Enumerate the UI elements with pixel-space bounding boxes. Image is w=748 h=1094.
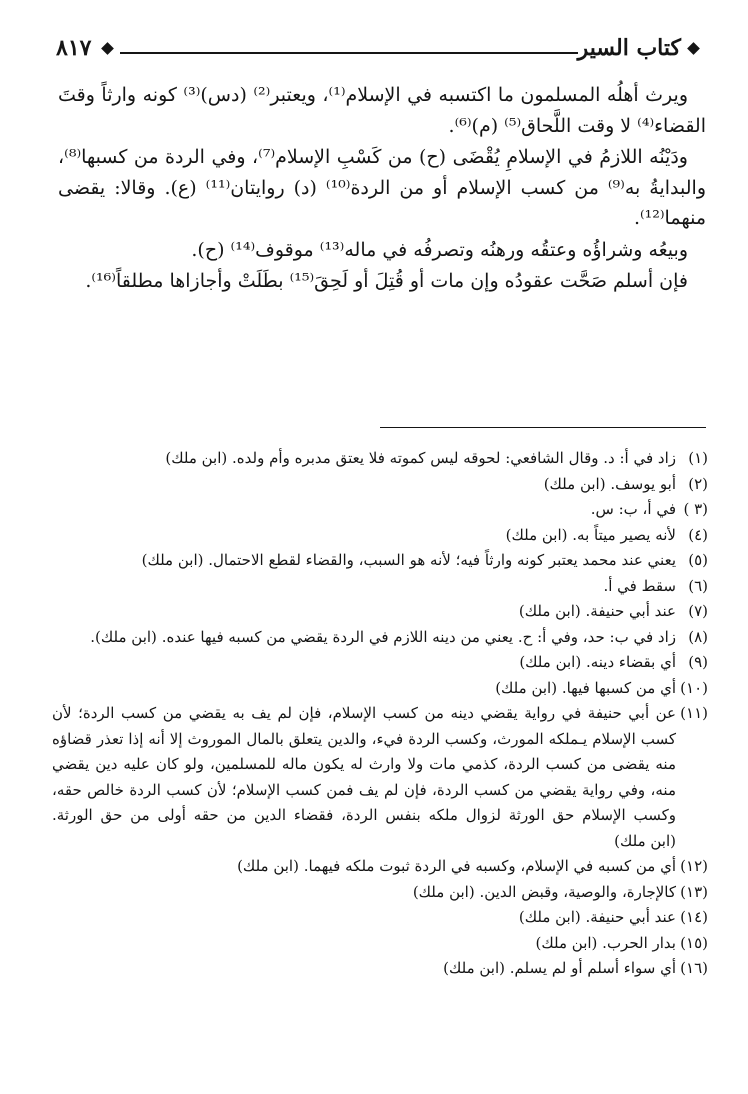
page-header <box>56 28 706 68</box>
footnote-citation: (ابن ملك) <box>614 831 676 850</box>
paragraph: ويرث أهلُه المسلمون ما اكتسبه في الإسلام⁽¹⁾، ويعتبر⁽²⁾ (دس)⁽³⁾ كونه وارثاً وقتَ القضاء⁽⁴⁾ لا وقت اللَّحاق⁽⁵⁾ (م)⁽⁶⁾. <box>58 84 706 137</box>
footnote-text: عند أبي حنيفة. (ابن ملك) <box>518 602 676 620</box>
footnote-number: (١) <box>688 449 708 467</box>
footnote <box>52 599 708 625</box>
footnote-text: بدار الحرب. (ابن ملك) <box>535 933 676 952</box>
footnote-number: (٣ ) <box>683 500 708 518</box>
footnote-number: (٨) <box>688 627 708 646</box>
footnote-citation: (ابن ملك) <box>165 449 228 467</box>
footnote-citation: (ابن ملك). <box>90 627 157 646</box>
footnote-citation: (ابن ملك) <box>443 959 505 977</box>
footnote-citation: (ابن ملك) <box>519 653 582 671</box>
footnote-citation: (ابن ملك) <box>495 678 558 697</box>
footnotes <box>52 446 708 982</box>
paragraph: وبيعُه وشراؤُه وعتقُه ورهنُه وتصرفُه في ماله⁽¹³⁾ موقوف⁽¹⁴⁾ (ح). <box>191 238 688 261</box>
footnote-number: (١٠) <box>680 678 708 697</box>
footnote <box>52 701 708 854</box>
footnote <box>52 625 708 651</box>
header-rule <box>120 52 577 54</box>
footnote-number: (٩) <box>688 653 708 671</box>
footnote-text: أي بقضاء دينه. (ابن ملك) <box>519 653 676 671</box>
footnote-number: (١٢) <box>680 857 708 875</box>
footnote-text: أبو يوسف. (ابن ملك) <box>543 474 676 493</box>
footnote <box>52 931 708 957</box>
footnote <box>52 676 708 702</box>
footnote-number: (١١) <box>680 704 708 722</box>
footnote <box>52 905 708 931</box>
footnote <box>52 854 708 880</box>
footnote-text: أي من كسبها فيها. (ابن ملك) <box>495 678 676 697</box>
footnote-citation: (ابن ملك) <box>535 933 598 952</box>
footnote-number: (١٦) <box>680 959 708 977</box>
footnote-citation: (ابن ملك) <box>505 525 568 544</box>
footnote-number: (١٥) <box>680 933 708 952</box>
footnote <box>52 956 708 982</box>
footnote <box>52 880 708 906</box>
footnote-text: في أ، ب: س. <box>590 500 676 518</box>
footnote-number: (٤) <box>688 525 708 544</box>
footnote-text: عند أبي حنيفة. (ابن ملك) <box>518 908 676 926</box>
footnote-text: لأنه يصير ميتاً به. (ابن ملك) <box>505 525 676 544</box>
footnote-number: (٧) <box>688 602 708 620</box>
footnote <box>52 574 708 600</box>
footnote <box>52 548 708 574</box>
footnote-text: أي سواء أسلم أو لم يسلم. (ابن ملك) <box>443 959 676 977</box>
chapter-title: كتاب السير <box>577 35 681 61</box>
footnote-citation: (ابن ملك) <box>237 857 299 875</box>
footnote-text: سقط في أ. <box>603 576 676 595</box>
footnote-text: كالإجارة، والوصية، وقبض الدين. (ابن ملك) <box>412 882 676 901</box>
main-text <box>58 80 706 297</box>
footnote-number: (١٣) <box>680 882 708 901</box>
footnote-text: عن أبي حنيفة في رواية يقضي دينه من كسب الإسلام، فإن لم يف به يقضي من كسب الردة؛ لأن كسب الإسلام يـملكه المورث، وكسب الردة فيء، والدين يتعلق بالمال الموروث إلا أنه إذا تعذر قضاؤه منه يقضى من كسب الردة، كذمي مات ولا وارث له يكون ماله للمسلمين، ولو كان عليه دين يقضي منه، وفي رواية يقضي من كسب الردة، فإن لم يف فمن كسب الإسلام؛ لأن كسب الردة خالص حقه، وكسب الإسلام حق الورثة لزوال ملكه بنفس الردة، فقضاء الدين من حقه أولى من حق الورثة. (ابن ملك) <box>52 704 676 850</box>
footnote-citation: (ابن ملك) <box>412 882 475 901</box>
footnote-citation: (ابن ملك) <box>141 551 204 569</box>
paragraph: ودَيْنُه اللازمُ في الإسلامِ يُقْضَى (ح) من كَسْبِ الإسلام⁽⁷⁾، وفي الردة من كسبها⁽⁸⁾، والبدايةُ به⁽⁹⁾ من كسب الإسلام أو من الردة⁽¹⁰⁾ (د) روايتان⁽¹¹⁾ (ع). وقالا: يقضى منهما⁽¹²⁾. <box>58 146 707 229</box>
footnote-text: زاد في ب: حد، وفي أ: ح. يعني من دينه اللازم في الردة يقضي من كسبه فيها عنده. (ابن ملك). <box>90 627 676 646</box>
footnote-text: أي من كسبه في الإسلام، وكسبه في الردة ثبوت ملكه فيهما. (ابن ملك) <box>237 857 676 875</box>
footnote <box>52 446 708 472</box>
footnote <box>52 523 708 549</box>
footnote-number: (٥) <box>688 551 708 569</box>
footnote-number: (١٤) <box>680 908 708 926</box>
footnote <box>52 650 708 676</box>
footnote-number: (٢) <box>688 474 708 493</box>
page-number: ٨١٧ <box>56 35 92 61</box>
footnote-citation: (ابن ملك) <box>543 474 606 493</box>
paragraph: فإن أسلم صَحَّت عقودُه وإن مات أو قُتِلَ أو لَحِقَ⁽¹⁵⁾ بطَلَتْ وأجازاها مطلقاً⁽¹⁶⁾. <box>85 270 688 292</box>
footnote-citation: (ابن ملك) <box>518 908 581 926</box>
footnote-citation: (ابن ملك) <box>518 602 581 620</box>
footnote <box>52 497 708 523</box>
diamond-ornament-icon <box>102 42 115 55</box>
footnote-number: (٦) <box>688 576 708 595</box>
footnote <box>52 472 708 498</box>
footnote-text: يعني عند محمد يعتبر كونه وارثاً فيه؛ لأنه هو السبب، والقضاء لقطع الاحتمال. (ابن ملك) <box>141 551 676 569</box>
diamond-ornament-icon <box>687 42 700 55</box>
footnote-text: زاد في أ: د. وقال الشافعي: لحوقه ليس كموته فلا يعتق مدبره وأم ولده. (ابن ملك) <box>165 449 676 467</box>
footnote-divider <box>380 427 706 428</box>
